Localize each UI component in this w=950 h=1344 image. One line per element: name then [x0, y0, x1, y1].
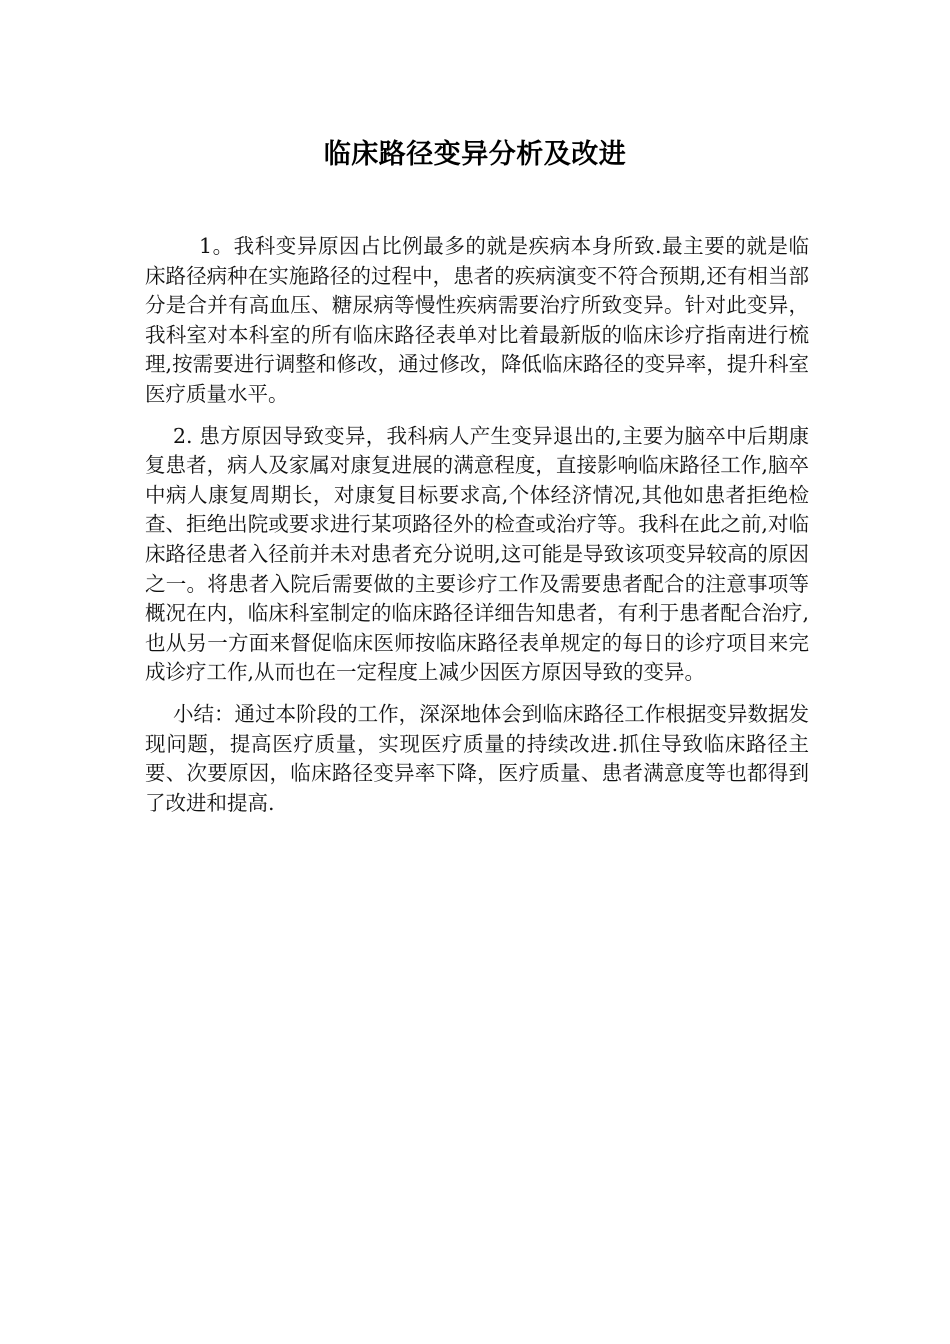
document-body — [145, 232, 809, 818]
paragraph-summary: 小结：通过本阶段的工作，深深地体会到临床路径工作根据变异数据发现问题，提高医疗质量，实现医疗质量的持续改进.抓住导致临床路径主要、次要原因，临床路径变异率下降，医疗质量、患者满意度等也都得到了改进和提高. — [145, 701, 809, 815]
paragraph-2: 2. 患方原因导致变异，我科病人产生变异退出的,主要为脑卒中后期康复患者，病人及家属对康复进展的满意程度，直接影响临床路径工作,脑卒中病人康复周期长，对康复目标要求高,个体经济情况,其他如患者拒绝检查、拒绝出院或要求进行某项路径外的检查或治疗等。我科在此之前,对临床路径患者入径前并未对患者充分说明,这可能是导致该项变异较高的原因之一。将患者入院后需要做的主要诊疗工作及需要患者配合的注意事项等概况在内，临床科室制定的临床路径详细告知患者，有利于患者配合治疗,也从另一方面来督促临床医师按临床路径表单规定的每日的诊疗项目来完成诊疗工作,从而也在一定程度上减少因医方原因导致的变异。 — [145, 423, 809, 685]
paragraph-1: 1。我科变异原因占比例最多的就是疾病本身所致.最主要的就是临床路径病种在实施路径的过程中，患者的疾病演变不符合预期,还有相当部分是合并有高血压、糖尿病等慢性疾病需要治疗所致变异。针对此变异，我科室对本科室的所有临床路径表单对比着最新版的临床诊疗指南进行梳理,按需要进行调整和修改，通过修改，降低临床路径的变异率，提升科室医疗质量水平。 — [145, 234, 809, 406]
document-title: 临床路径变异分析及改进 — [323, 139, 627, 170]
